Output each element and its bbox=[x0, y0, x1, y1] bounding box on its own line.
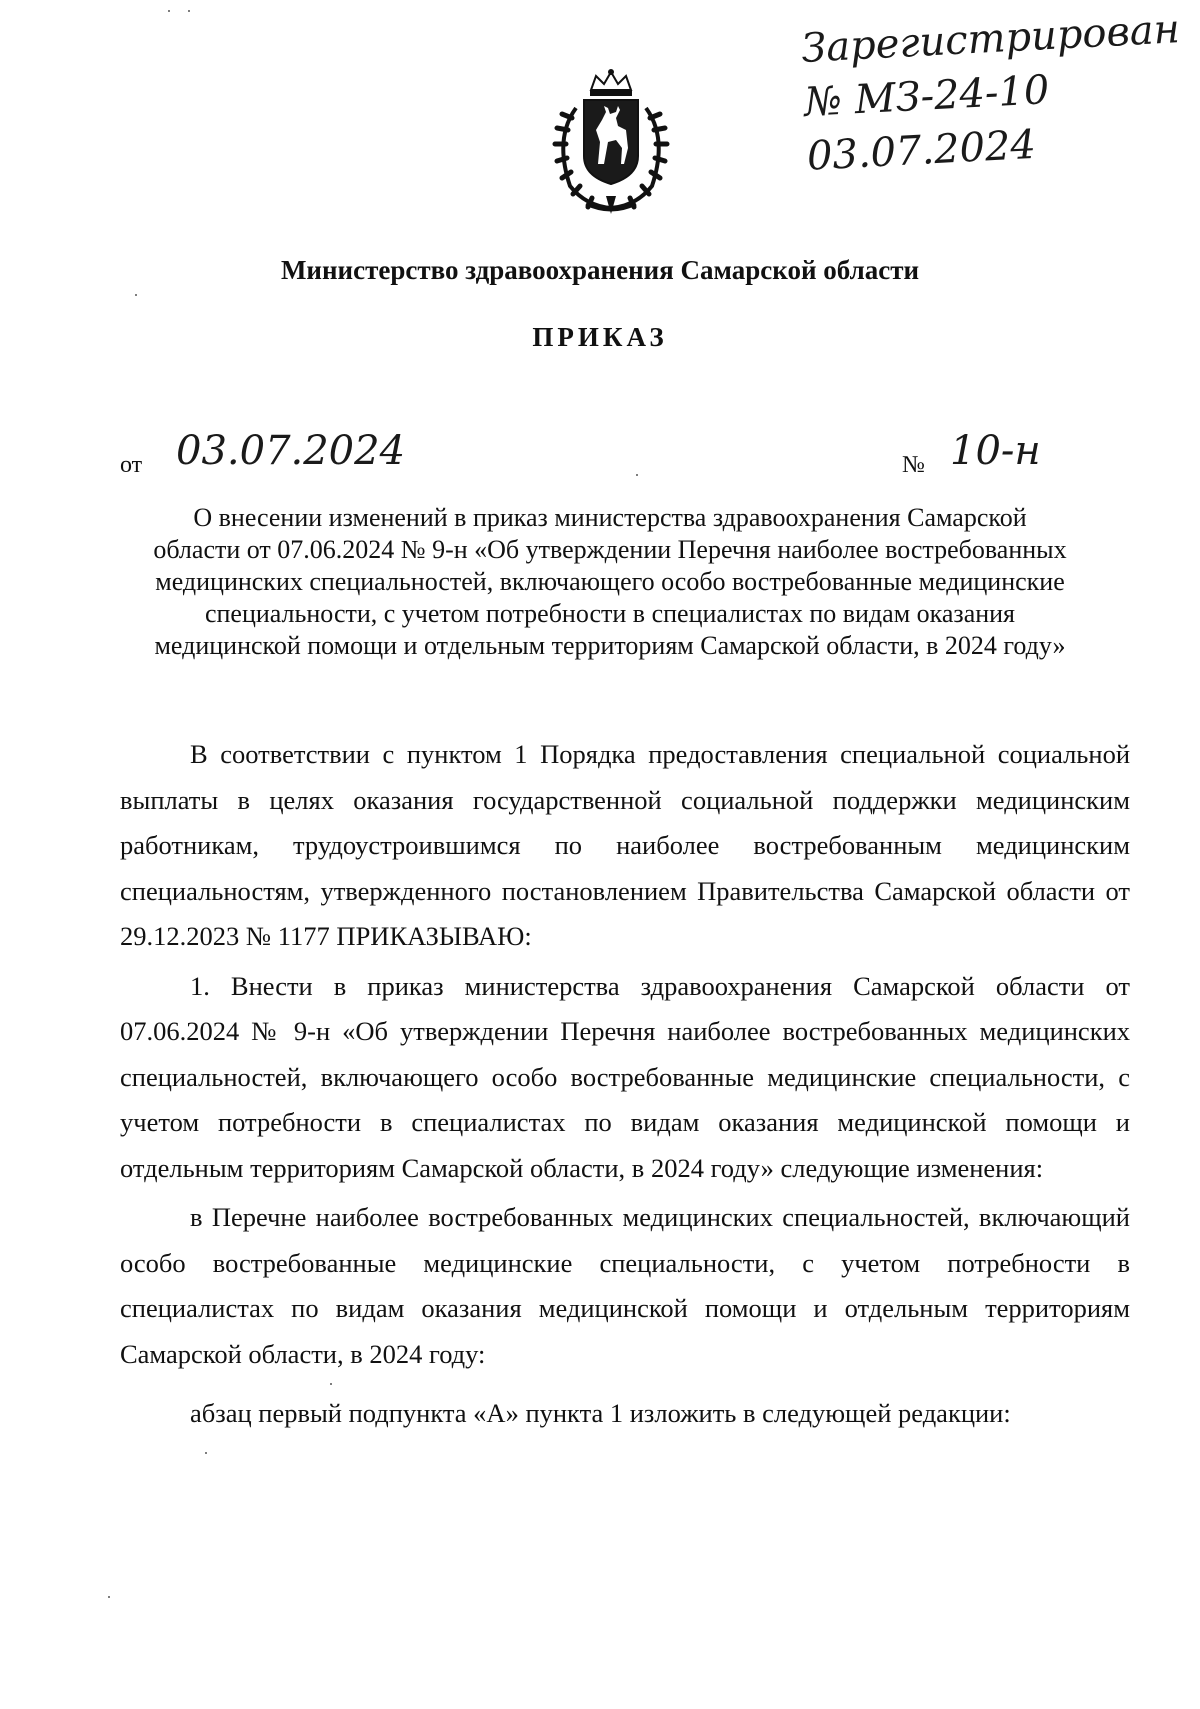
title-line: медицинских специальностей, включающего особо востребованные медицинские bbox=[155, 567, 1065, 596]
order-body bbox=[120, 732, 1130, 1437]
scan-speck bbox=[108, 1596, 110, 1598]
stamp-registered-text: Зарегистрирован bbox=[800, 6, 1181, 72]
date-number-row bbox=[120, 428, 1080, 478]
scan-speck bbox=[205, 1452, 207, 1454]
body-paragraph-preamble: В соответствии с пунктом 1 Порядка предоставления специальной социальной выплаты в целях оказания государственной социальной поддержки медицинским работникам, трудоустроившимся по наиболее востребованным медицинским специальностям, утвержденного постановлением Правительства Самарской области от 29.12.2023 № 1177 ПРИКАЗЫВАЮ: bbox=[120, 739, 1130, 951]
scan-speck bbox=[330, 1383, 332, 1385]
document-type-heading: ПРИКАЗ bbox=[532, 322, 668, 352]
scan-speck bbox=[135, 294, 137, 296]
registration-stamp bbox=[800, 2, 1188, 184]
number-prefix: № bbox=[902, 452, 925, 478]
title-line: О внесении изменений в приказ министерства здравоохранения Самарской bbox=[193, 503, 1027, 532]
ministry-name: Министерство здравоохранения Самарской области bbox=[280, 255, 920, 285]
order-number: 10-н bbox=[950, 428, 1041, 474]
title-line: медицинской помощи и отдельным территориям Самарской области, в 2024 году» bbox=[154, 631, 1066, 660]
scan-speck bbox=[168, 10, 170, 12]
body-paragraph-list-change: в Перечне наиболее востребованных медицинских специальностей, включающий особо востребованные медицинские специальности, с учетом потребности в специалистах по видам оказания медицинской помощи и отдельным территориям Самарской области, в 2024 году: bbox=[120, 1202, 1130, 1369]
stamp-registration-number: № МЗ-24-10 bbox=[803, 67, 1051, 126]
title-line: области от 07.06.2024 № 9-н «Об утверждении Перечня наиболее востребованных bbox=[153, 535, 1067, 564]
scan-speck bbox=[636, 474, 638, 476]
title-line: специальности, с учетом потребности в специалистах по видам оказания bbox=[204, 599, 1016, 628]
order-title bbox=[110, 502, 1110, 662]
body-paragraph-abzac: абзац первый подпункта «А» пункта 1 изложить в следующей редакции: bbox=[190, 1398, 1011, 1428]
stamp-registration-date: 03.07.2024 bbox=[805, 121, 1037, 180]
scan-speck bbox=[188, 10, 190, 12]
order-date: 03.07.2024 bbox=[176, 428, 406, 474]
coat-of-arms-icon bbox=[536, 68, 686, 216]
body-paragraph-item-1: 1. Внести в приказ министерства здравоохранения Самарской области от 07.06.2024 № 9-н «Об утверждении Перечня наиболее востребованных медицинских специальностей, включающего особо востребованные медицинские специальности, с учетом потребности в специалистах по видам оказания медицинской помощи и отдельным территориям Самарской области, в 2024 году» следующие изменения: bbox=[120, 970, 1130, 1183]
date-prefix: от bbox=[120, 452, 143, 478]
